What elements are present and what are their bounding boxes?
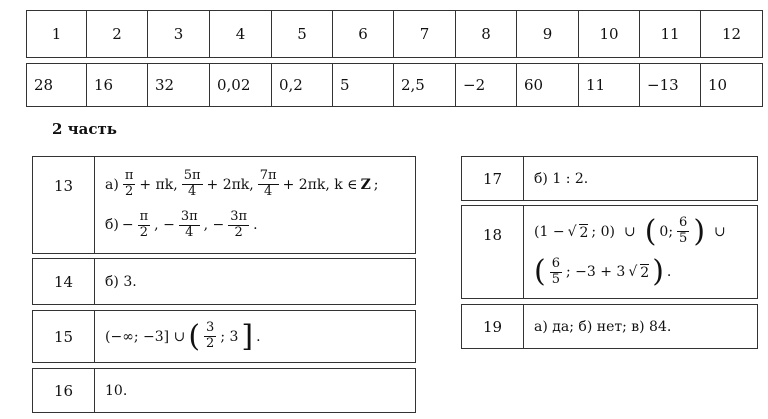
sqrt-argument: 2 (579, 224, 589, 241)
task-number-cell: 10 (578, 10, 640, 58)
fraction-5pi-4: $\frac{5\pi}{4}$ (183, 168, 201, 200)
period: . (253, 217, 258, 234)
answer-row-19 (461, 304, 758, 349)
interval-upper-bound: ; −3 + 3 (566, 264, 626, 281)
sqrt-symbol: √ (628, 264, 638, 281)
fraction-pi-2: $\frac{\pi}{2}$ (139, 209, 149, 240)
interval-open: (1 − (534, 223, 565, 240)
answer-line-1 (534, 213, 747, 249)
question-number: 13 (33, 157, 95, 253)
fraction-3pi-4: $\frac{3\pi}{4}$ (180, 209, 198, 240)
zero-semicolon: 0; (659, 223, 674, 240)
sqrt-argument: 2 (640, 265, 650, 282)
sqrt-symbol: √ (567, 223, 577, 240)
term-plus-2pik-k: + 2πk, k ∈ (282, 176, 358, 193)
task-answer-cell: 60 (516, 63, 579, 107)
task-number-cell: 12 (700, 10, 763, 58)
answer-cell: а) да; б) нет; в) 84. (534, 318, 672, 335)
question-number: 14 (33, 259, 95, 304)
term-plus-2pik: + 2πk, (206, 176, 254, 193)
task-number-cell: 3 (147, 10, 210, 58)
answer-row-17 (461, 156, 758, 201)
close-paren: ) (652, 254, 664, 290)
part1-header-row (26, 10, 764, 58)
fraction-6-5: $\frac{6}{5}$ (551, 256, 560, 287)
task-answer-cell: 0,02 (209, 63, 272, 107)
answer-row-13 (32, 156, 416, 254)
comma-minus: , − (154, 217, 175, 234)
task-answer-cell: 28 (26, 63, 87, 107)
part1-values-row (26, 63, 764, 107)
part1-answer-grid (26, 10, 764, 107)
open-paren: ( (644, 213, 657, 249)
question-number: 19 (462, 305, 524, 348)
label-b: б) (105, 217, 119, 234)
semicolon: ; (373, 176, 379, 193)
fraction-6-5: $\frac{6}{5}$ (679, 215, 688, 247)
open-paren: ( (188, 318, 201, 354)
fraction-7pi-4: $\frac{7\pi}{4}$ (259, 168, 277, 200)
interval-left: (−∞; −3] ∪ (105, 328, 186, 345)
answer-row-16 (32, 368, 416, 413)
task-answer-cell: 32 (147, 63, 210, 107)
period: . (666, 264, 672, 281)
minus-sign: − (121, 217, 134, 234)
union-symbol: ∪ (714, 223, 726, 240)
term-plus-pik: + πk, (139, 176, 178, 193)
comma-minus: , − (203, 217, 225, 234)
question-number: 18 (462, 206, 524, 298)
question-number: 17 (462, 157, 524, 200)
task-answer-cell: −13 (639, 63, 701, 107)
task-number-cell: 5 (271, 10, 333, 58)
task-number-cell: 7 (393, 10, 456, 58)
task-number-cell: 8 (455, 10, 517, 58)
question-number: 15 (33, 311, 95, 362)
task-number-cell: 6 (332, 10, 394, 58)
answer-cell (95, 157, 415, 253)
task-number-cell: 11 (639, 10, 701, 58)
answer-line-2 (534, 254, 747, 290)
answer-cell (95, 311, 415, 362)
union-symbol: ∪ (623, 223, 636, 240)
open-paren: ( (534, 254, 546, 290)
answer-cell: б) 3. (105, 273, 137, 290)
answer-line-b (105, 210, 405, 241)
task-answer-cell: 16 (86, 63, 148, 107)
answer-row-15 (32, 310, 416, 363)
task-answer-cell: 10 (700, 63, 763, 107)
task-number-cell: 1 (26, 10, 87, 58)
close-bracket: ] (241, 318, 254, 354)
label-a: а) (105, 176, 119, 193)
answer-cell (524, 206, 757, 298)
task-number-cell: 4 (209, 10, 272, 58)
task-answer-cell: −2 (455, 63, 517, 107)
answer-cell: 10. (105, 382, 128, 399)
answer-line (105, 318, 405, 354)
semicolon-three: ; 3 (220, 328, 239, 345)
part2-title: 2 часть (52, 120, 117, 138)
task-number-cell: 9 (516, 10, 579, 58)
task-answer-cell: 11 (578, 63, 640, 107)
answer-row-18 (461, 205, 758, 299)
answer-cell: б) 1 : 2. (534, 170, 589, 187)
answer-line-a (105, 169, 405, 200)
answer-row-14 (32, 258, 416, 305)
integers-symbol: Z (360, 176, 371, 193)
task-number-cell: 2 (86, 10, 148, 58)
task-answer-cell: 5 (332, 63, 394, 107)
period: . (256, 328, 261, 345)
task-answer-cell: 0,2 (271, 63, 333, 107)
fraction-3-2: $\frac{3}{2}$ (206, 320, 215, 351)
interval-close: ; 0) (591, 223, 615, 240)
fraction-3pi-2: $\frac{3\pi}{2}$ (230, 209, 248, 240)
task-answer-cell: 2,5 (393, 63, 456, 107)
question-number: 16 (33, 369, 95, 412)
close-paren: ) (693, 213, 706, 249)
fraction-pi-2: $\frac{\pi}{2}$ (124, 168, 134, 200)
